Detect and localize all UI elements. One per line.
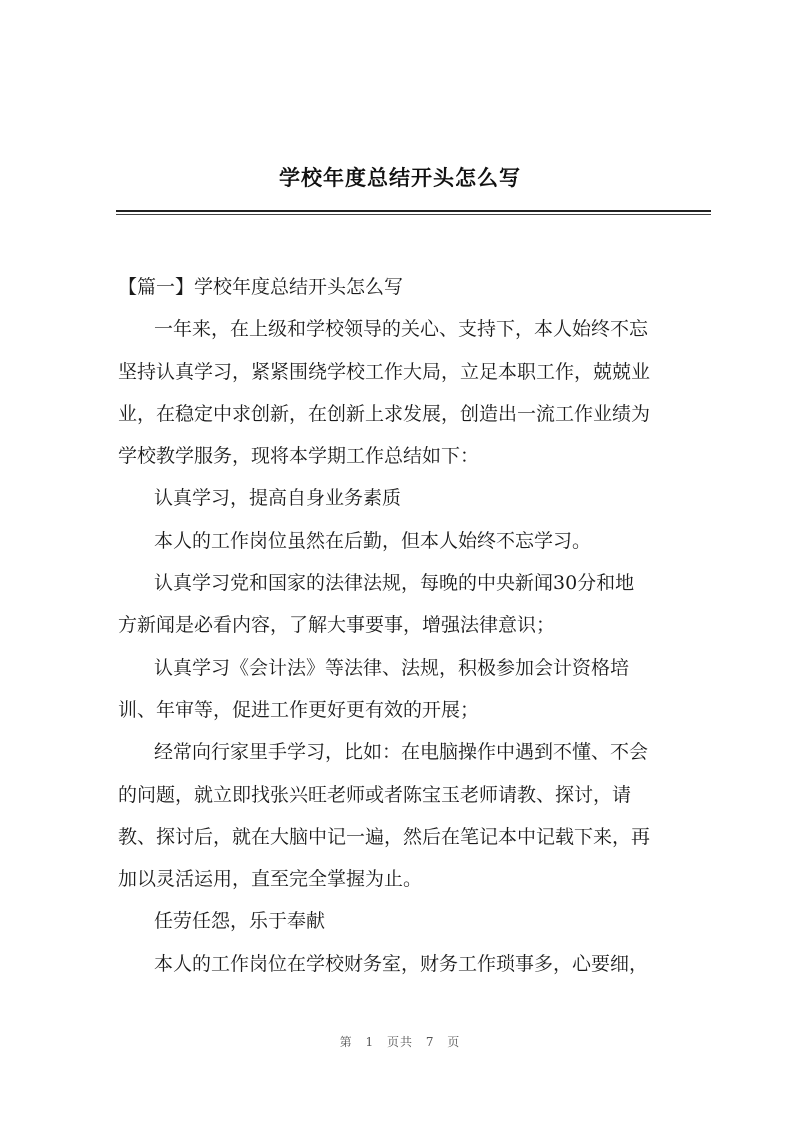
paragraph-line: 认真学习《会计法》等法律、法规，积极参加会计资格培 bbox=[154, 656, 630, 679]
paragraph-line: 业，在稳定中求创新，在创新上求发展，创造出一流工作业绩为 bbox=[118, 402, 651, 425]
footer-middle: 页共 bbox=[386, 1035, 413, 1049]
paragraph-line: 认真学习党和国家的法律法规，每晚的中央新闻30分和地 bbox=[154, 572, 635, 595]
paragraph-line: 加以灵活运用，直至完全掌握为止。 bbox=[118, 868, 423, 891]
footer-prefix: 第 bbox=[339, 1035, 353, 1049]
subheading-line: 任劳任怨，乐于奉献 bbox=[154, 910, 326, 933]
footer-page-number: 1 bbox=[365, 1035, 375, 1049]
paragraph-line: 学校教学服务，现将本学期工作总结如下： bbox=[118, 445, 480, 468]
paragraph-line: 一年来，在上级和学校领导的关心、支持下，本人始终不忘 bbox=[154, 318, 649, 341]
paragraph-line: 教、探讨后，就在大脑中记一遍，然后在笔记本中记载下来，再 bbox=[118, 825, 651, 848]
document-body bbox=[118, 266, 718, 985]
paragraph-line: 经常向行家里手学习，比如：在电脑操作中遇到不懂、不会 bbox=[154, 741, 649, 764]
paragraph-line: 本人的工作岗位虽然在后勤，但本人始终不忘学习。 bbox=[154, 529, 592, 552]
footer-suffix: 页 bbox=[447, 1035, 461, 1049]
paragraph-line: 本人的工作岗位在学校财务室，财务工作琐事多，心要细， bbox=[154, 952, 649, 975]
title-divider-thin bbox=[116, 214, 711, 215]
paragraph-line: 方新闻是必看内容，了解大事要事，增强法律意识； bbox=[118, 614, 556, 637]
section-heading: 【篇一】学校年度总结开头怎么写 bbox=[118, 276, 404, 298]
subheading-line: 认真学习，提高自身业务素质 bbox=[154, 487, 402, 510]
footer-total-pages: 7 bbox=[425, 1035, 435, 1049]
document-title: 学校年度总结开头怎么写 bbox=[279, 165, 521, 190]
paragraph-line: 坚持认真学习，紧紧围绕学校工作大局，立足本职工作，兢兢业 bbox=[118, 360, 651, 383]
title-divider-thick bbox=[116, 210, 711, 212]
page-footer bbox=[0, 1033, 800, 1050]
paragraph-line: 训、年审等，促进工作更好更有效的开展； bbox=[118, 698, 480, 721]
paragraph-line: 的问题，就立即找张兴旺老师或者陈宝玉老师请教、探讨，请 bbox=[118, 783, 632, 806]
